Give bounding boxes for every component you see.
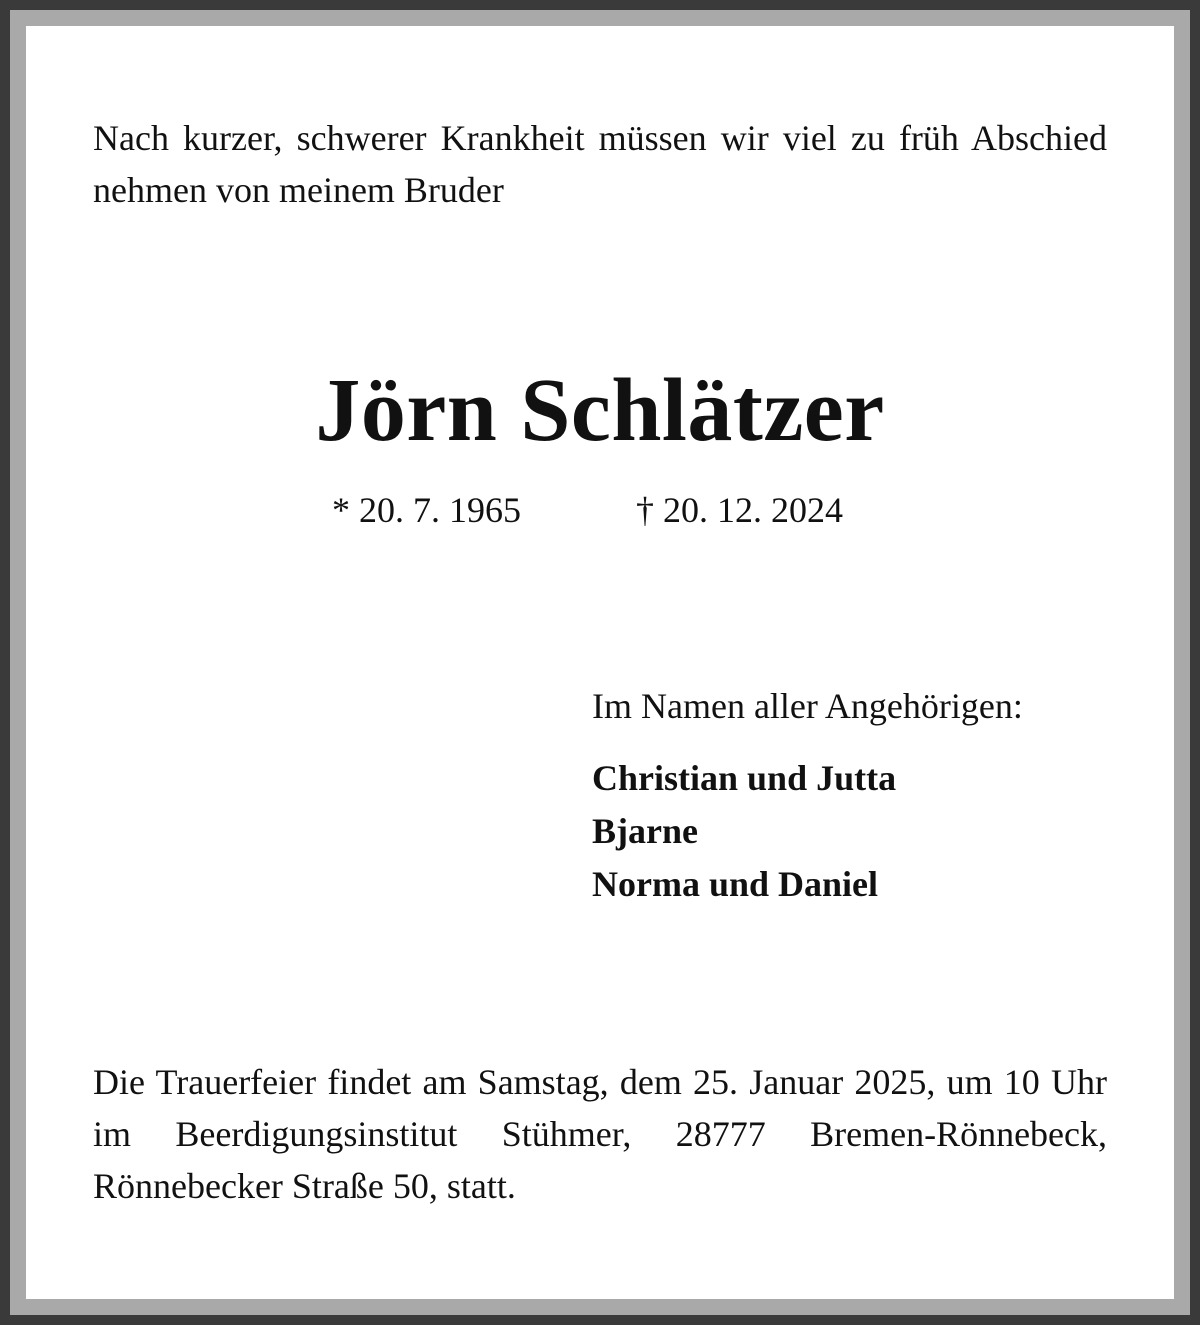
birth-date: * 20. 7. 1965 [332, 490, 521, 530]
intro-text: Nach kurzer, schwerer Krankheit müssen wir viel zu früh Abschied nehmen von meinem Bruder [93, 118, 1107, 210]
mourner-item: Bjarne [592, 811, 698, 851]
deceased-name: Jörn Schlätzer [315, 361, 885, 460]
obituary-notice [26, 26, 1174, 1299]
mourners-list [592, 752, 896, 911]
death-date: † 20. 12. 2024 [636, 490, 843, 530]
service-info: Die Trauerfeier findet am Samstag, dem 25. Januar 2025, um 10 Uhr im Beerdigungsinstitut Stühmer, 28777 Bremen-Rönnebeck, Rönnebecker Straße 50, statt. [93, 1062, 1107, 1206]
mourner-item: Christian und Jutta [592, 758, 897, 798]
mourners-label: Im Namen aller Angehörigen: [592, 686, 1023, 726]
mourner-item: Norma und Daniel [592, 864, 879, 904]
